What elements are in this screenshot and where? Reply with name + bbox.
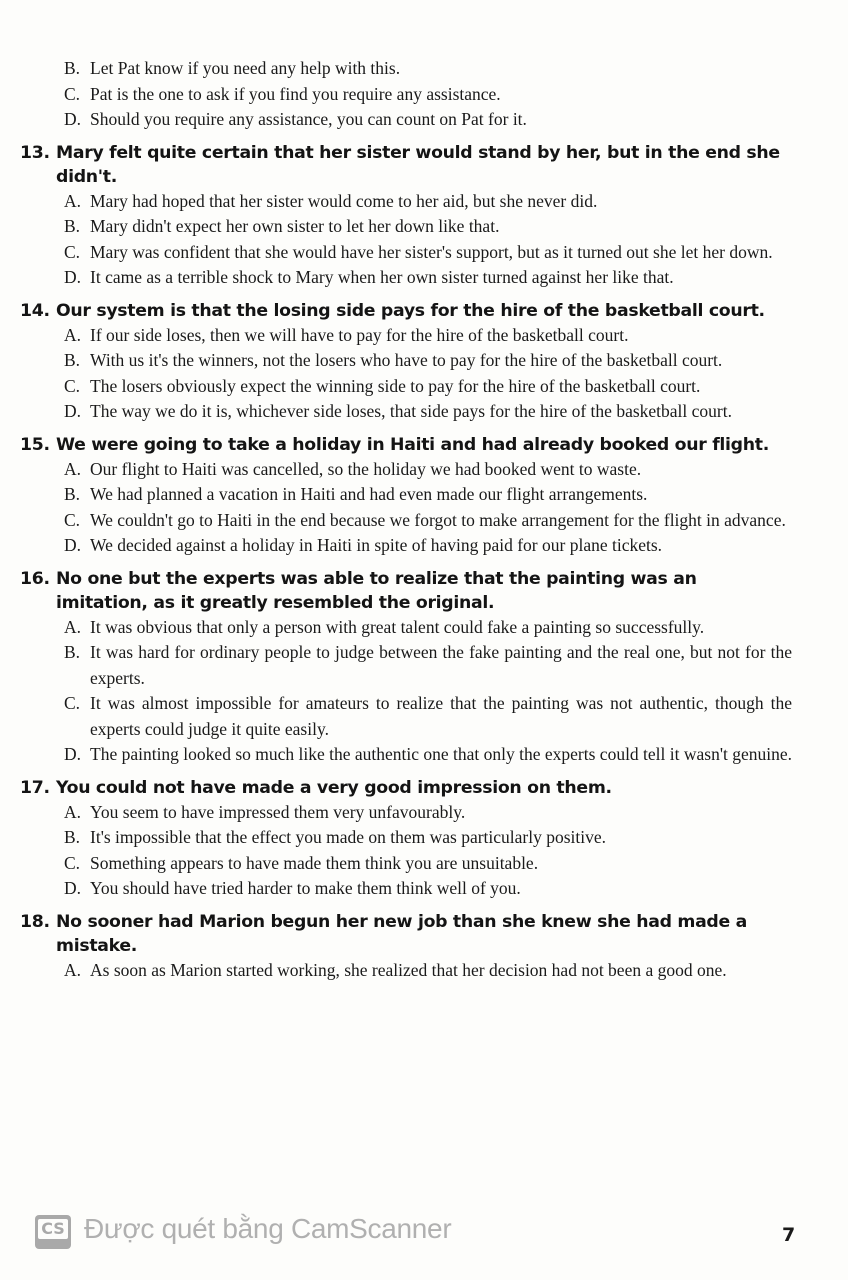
option-text: Our flight to Haiti was cancelled, so the holiday we had booked went to waste. <box>90 458 642 479</box>
option <box>20 107 792 133</box>
option <box>20 851 792 877</box>
option-text: Something appears to have made them think you are unsuitable. <box>90 852 539 873</box>
option-letter: D. <box>64 744 82 764</box>
question-text: Mary felt quite certain that her sister would stand by her, but in the end she didn't. <box>56 142 780 187</box>
question-text: You could not have made a very good impression on them. <box>56 777 612 798</box>
option <box>20 214 792 240</box>
question-16 <box>20 567 792 768</box>
option <box>20 508 792 534</box>
option <box>20 189 792 215</box>
option-letter: A. <box>64 959 82 980</box>
option <box>20 56 792 82</box>
option-text: If our side loses, then we will have to pay for the hire of the basketball court. <box>90 324 629 345</box>
option <box>20 640 792 691</box>
option-letter: D. <box>64 267 82 287</box>
option-text: With us it's the winners, not the losers who have to pay for the hire of the basketball court. <box>90 350 723 370</box>
question-15 <box>20 433 792 559</box>
option-text: You seem to have impressed them very unfavourably. <box>90 801 466 822</box>
option-letter: B. <box>64 642 81 662</box>
option-text: As soon as Marion started working, she realized that her decision had not been a good one. <box>90 959 727 980</box>
option <box>20 265 792 291</box>
option <box>20 348 792 374</box>
question-13 <box>20 141 792 291</box>
camscanner-logo-icon <box>35 1215 71 1249</box>
option <box>20 374 792 400</box>
camscanner-logo-text: CS <box>38 1219 68 1239</box>
option <box>20 876 792 902</box>
question-stem <box>20 141 792 189</box>
page-number: 7 <box>782 1224 796 1246</box>
question-stem <box>20 299 792 323</box>
question-text: No one but the experts was able to realize that the painting was an imitation, as it greatly resembled the original. <box>56 568 697 613</box>
question-stem <box>20 910 792 958</box>
question-number: 17. <box>20 777 50 798</box>
question-14 <box>20 299 792 425</box>
option-text: Mary didn't expect her own sister to let her down like that. <box>90 216 500 236</box>
question-number: 14. <box>20 300 50 321</box>
option-text: We couldn't go to Haiti in the end because we forgot to make arrangement for the flight in advance. <box>90 509 786 530</box>
option <box>20 482 792 508</box>
option <box>20 615 792 641</box>
option-letter: B. <box>64 350 81 370</box>
option-letter: D. <box>64 535 82 555</box>
option-letter: B. <box>64 484 81 504</box>
option-text: Should you require any assistance, you can count on Pat for it. <box>90 109 527 129</box>
option-text: You should have tried harder to make them think well of you. <box>90 878 521 898</box>
option <box>20 800 792 826</box>
option-letter: C. <box>64 83 81 104</box>
option-text: It was hard for ordinary people to judge between the fake painting and the real one, but not for the experts. <box>90 642 792 688</box>
question-number: 16. <box>20 568 50 589</box>
question-number: 18. <box>20 911 50 932</box>
option-text: It was almost impossible for amateurs to realize that the painting was not authentic, though the experts could judge it quite easily. <box>90 693 792 739</box>
option-text: The painting looked so much like the authentic one that only the experts could tell it wasn't genuine. <box>90 744 793 764</box>
option <box>20 958 792 984</box>
question-stem <box>20 433 792 457</box>
option-letter: C. <box>64 509 81 530</box>
option <box>20 533 792 559</box>
option-letter: D. <box>64 109 82 129</box>
option-text: Let Pat know if you need any help with this. <box>90 58 401 78</box>
question-text: No sooner had Marion begun her new job than she knew she had made a mistake. <box>56 911 748 956</box>
option-letter: A. <box>64 616 82 637</box>
camscanner-watermark: Được quét bằng CamScanner <box>84 1213 452 1244</box>
option-text: We had planned a vacation in Haiti and had even made our flight arrangements. <box>90 484 648 504</box>
option-text: We decided against a holiday in Haiti in spite of having paid for our plane tickets. <box>90 535 663 555</box>
option-letter: C. <box>64 693 81 713</box>
option-text: The losers obviously expect the winning side to pay for the hire of the basketball court. <box>90 375 701 396</box>
question-stem <box>20 567 792 615</box>
option <box>20 825 792 851</box>
option <box>20 691 792 742</box>
option-text: Mary was confident that she would have her sister's support, but as it turned out she let her down. <box>90 241 773 262</box>
option <box>20 457 792 483</box>
option-letter: C. <box>64 852 81 873</box>
option-letter: B. <box>64 827 81 847</box>
option-text: It was obvious that only a person with great talent could fake a painting so successfully. <box>90 616 705 637</box>
option-letter: B. <box>64 58 81 78</box>
question-list <box>20 56 792 983</box>
option <box>20 399 792 425</box>
question-stem <box>20 776 792 800</box>
option-letter: A. <box>64 190 82 211</box>
option-letter: A. <box>64 801 82 822</box>
option-letter: A. <box>64 458 82 479</box>
option-text: Mary had hoped that her sister would come to her aid, but she never did. <box>90 190 598 211</box>
option-text: It came as a terrible shock to Mary when her own sister turned against her like that. <box>90 267 674 287</box>
option-text: It's impossible that the effect you made on them was particularly positive. <box>90 827 607 847</box>
question-18 <box>20 910 792 984</box>
option <box>20 742 792 768</box>
option <box>20 323 792 349</box>
option-letter: D. <box>64 401 82 421</box>
option-letter: B. <box>64 216 81 236</box>
question-17 <box>20 776 792 902</box>
option <box>20 82 792 108</box>
question-text: Our system is that the losing side pays for the hire of the basketball court. <box>56 300 765 321</box>
option-text: The way we do it is, whichever side loses, that side pays for the hire of the basketball court. <box>90 401 732 421</box>
question-number: 15. <box>20 434 50 455</box>
option-letter: C. <box>64 241 81 262</box>
option <box>20 240 792 266</box>
option-letter: D. <box>64 878 82 898</box>
option-text: Pat is the one to ask if you find you require any assistance. <box>90 83 501 104</box>
question-number: 13. <box>20 142 50 163</box>
option-letter: C. <box>64 375 81 396</box>
option-letter: A. <box>64 324 82 345</box>
previous-question-options <box>20 56 792 133</box>
question-text: We were going to take a holiday in Haiti and had already booked our flight. <box>56 434 769 455</box>
